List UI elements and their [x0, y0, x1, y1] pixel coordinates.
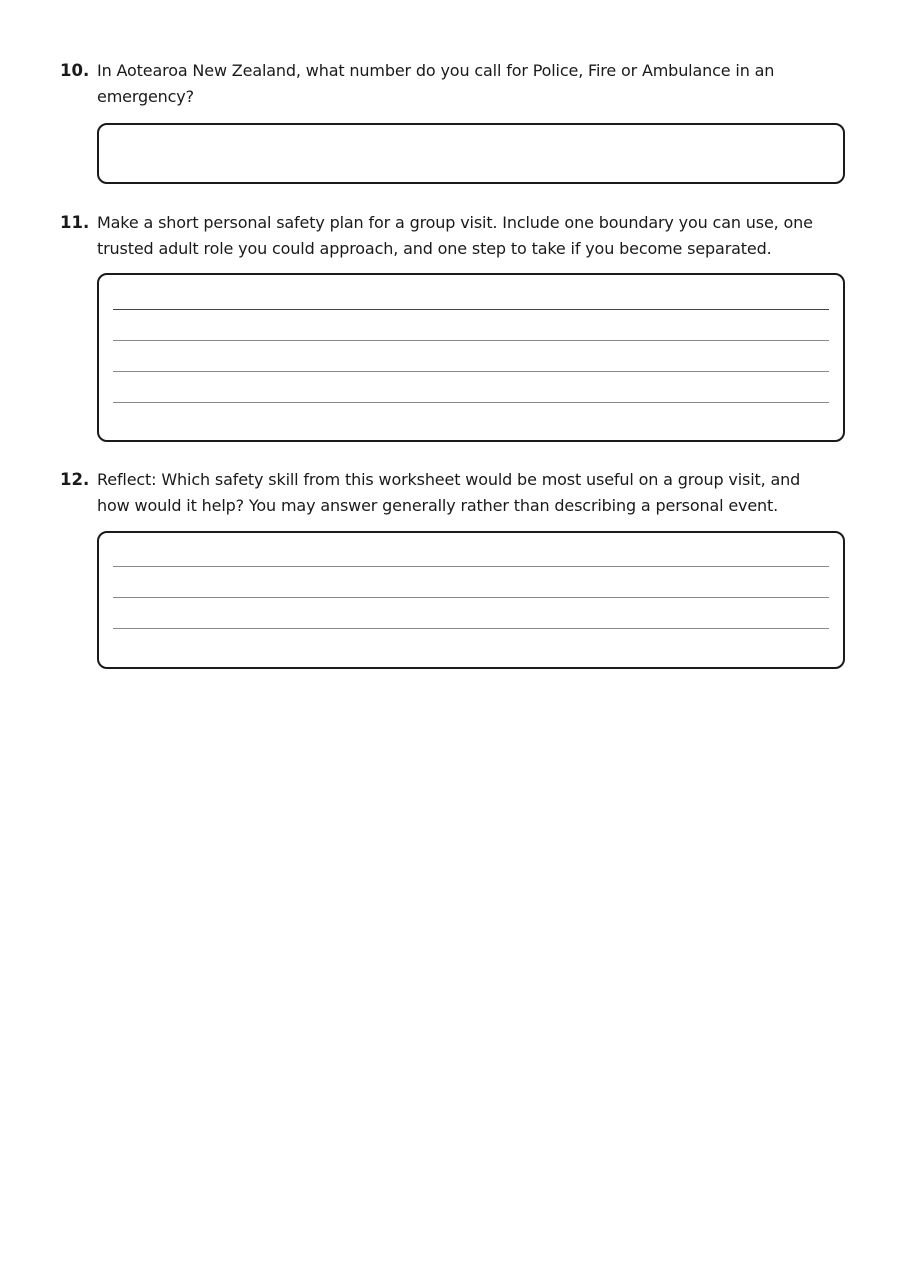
- question-text: Reflect: Which safety skill from this worksheet would be most useful on a group visit, and how would it help? You may answer generally rather than describing a personal event.: [97, 470, 801, 515]
- question-number: 10.: [60, 61, 90, 80]
- question-text: In Aotearoa New Zealand, what number do you call for Police, Fire or Ambulance in an emergency?: [97, 61, 775, 106]
- writing-line: [113, 402, 829, 403]
- answer-box[interactable]: [97, 273, 845, 442]
- question-10: [60, 58, 850, 110]
- answer-box[interactable]: [97, 123, 845, 184]
- question-number: 12.: [60, 470, 90, 489]
- question-12: [60, 467, 850, 519]
- question-number: 11.: [60, 213, 90, 232]
- writing-line: [113, 309, 829, 310]
- writing-line: [113, 628, 829, 629]
- question-text: Make a short personal safety plan for a group visit. Include one boundary you can use, one trusted adult role you could approach, and one step to take if you become separated.: [97, 213, 813, 258]
- writing-line: [113, 371, 829, 372]
- writing-line: [113, 566, 829, 567]
- question-header: [60, 467, 850, 519]
- question-header: [60, 58, 850, 110]
- question-header: [60, 210, 850, 262]
- writing-line: [113, 340, 829, 341]
- writing-line: [113, 597, 829, 598]
- question-11: [60, 210, 850, 262]
- answer-box[interactable]: [97, 531, 845, 669]
